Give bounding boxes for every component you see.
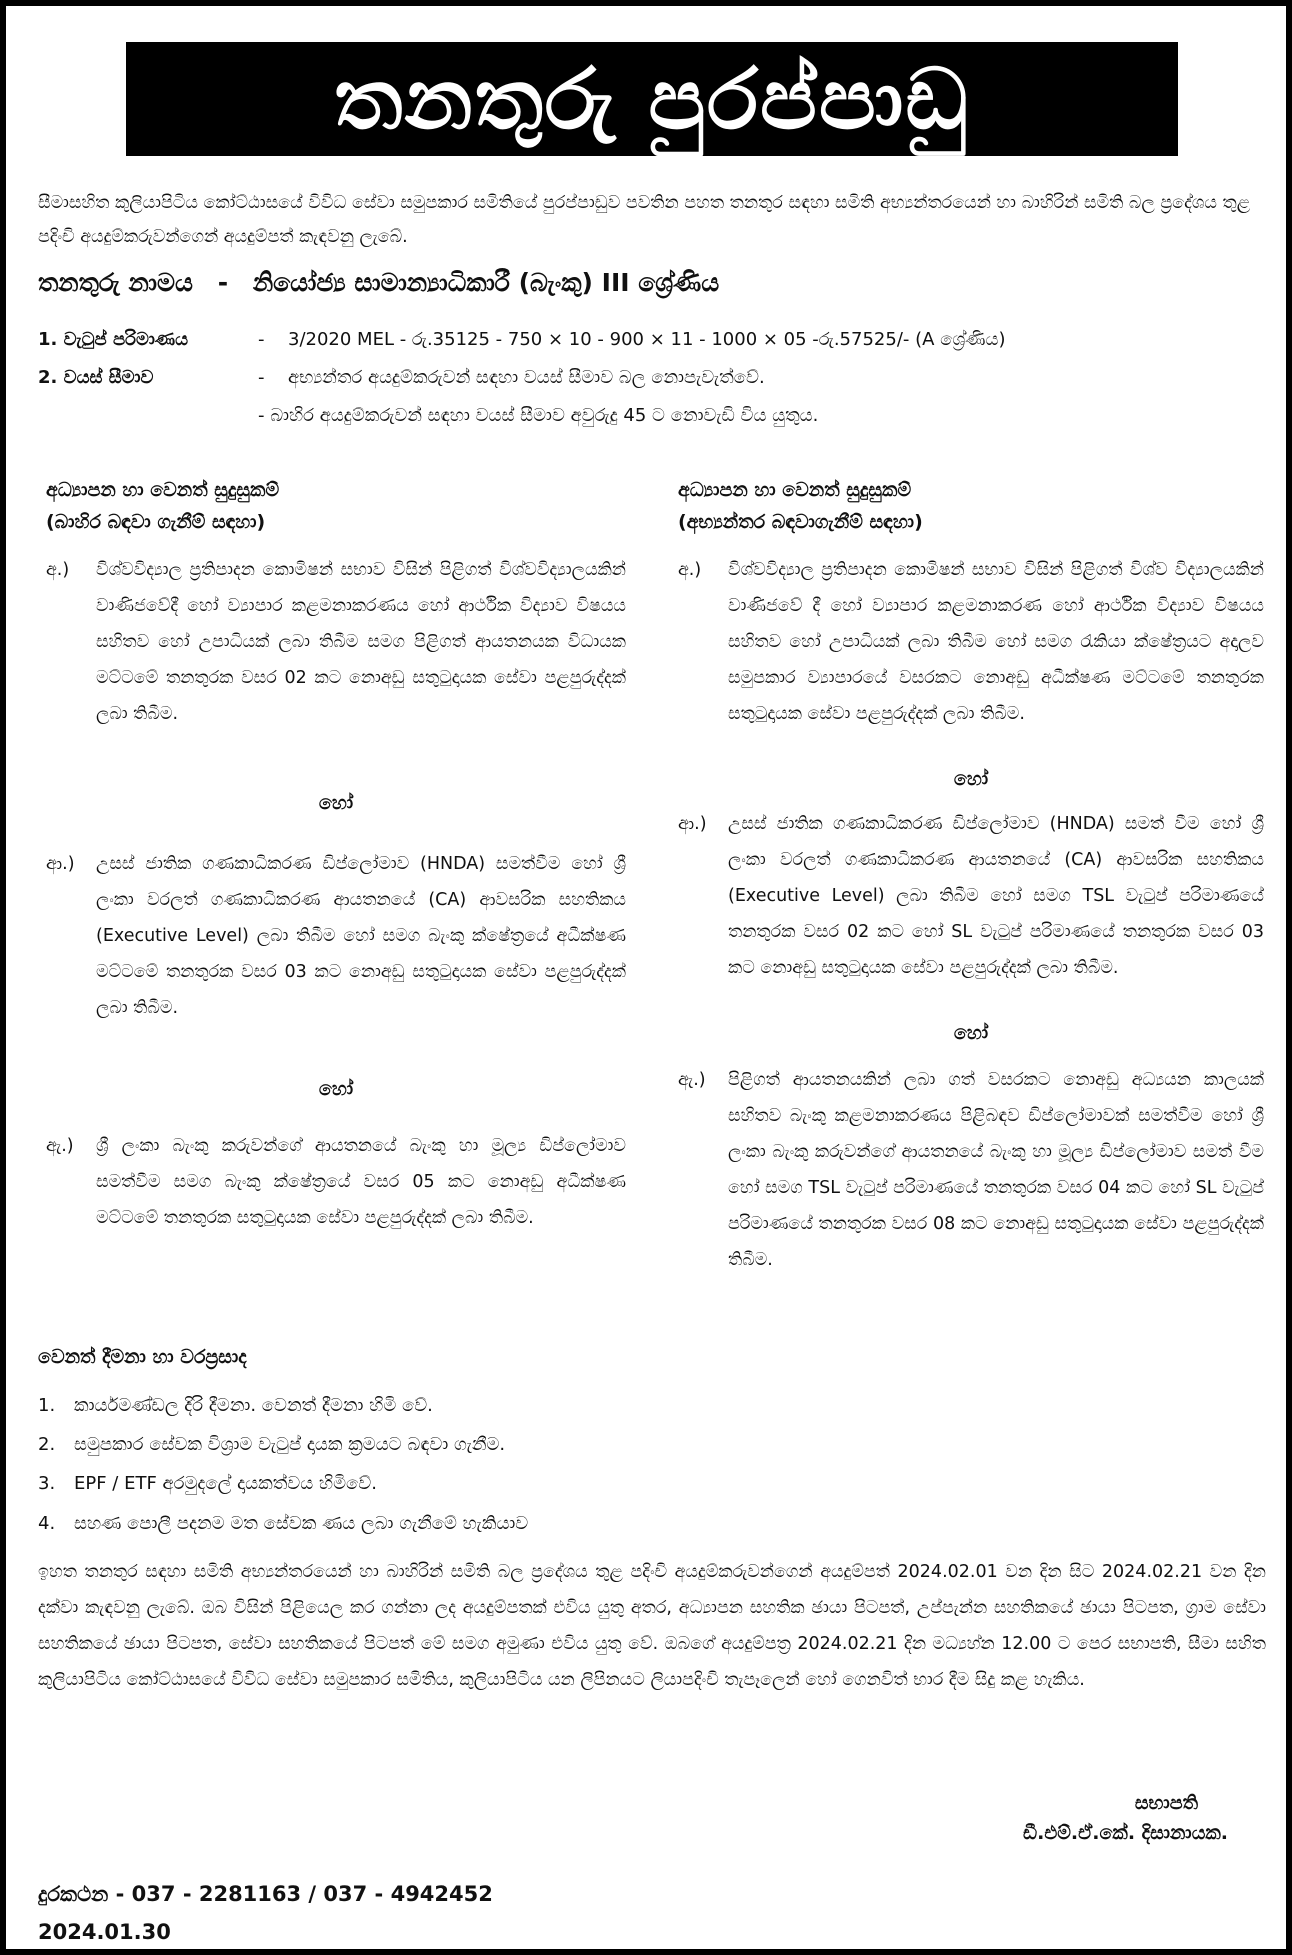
left-heading-line1: අධ්‍යාපන හා වෙනත් සුදුසුකම් <box>46 479 280 501</box>
age-label: 2. වයස් සීමාව <box>38 367 154 388</box>
footer-phone: දුරකථන - 037 - 2281163 / 037 - 4942452 <box>38 1882 493 1906</box>
left-item-aa <box>46 846 626 1026</box>
item-text: පිළිගත් ආයතනයකින් ලබා ගත් වසරකට නොඅඩු අධ්‍යයන කාලයක් සහිතව බැංකු කළමනාකරණය පිළිබඳව ඩිප්ලෝමාවක් සමත්වීම හෝ ශ්‍රී ලංකා බැංකු කරුවන්ගේ ආයතනයේ බැංකු හා මූල්‍ය ඩිප්ලෝමාව සමත් වීම හෝ සමග TSL වැටුප් පරිමාණයේ තනතුරක වසර 04 කට හෝ SL වැටුප් පරිමාණයේ තනතුරක වසර 08 කට නොඅඩු සතුටුදායක සේවා පළපුරුද්දක් තිබීම. <box>728 1070 1264 1270</box>
right-item-ae <box>678 1062 1264 1278</box>
item-mark: අ.) <box>46 560 70 580</box>
item-text: උසස් ජාතික ගණකාධිකරණ ඩිප්ලෝමාව (HNDA) සමත් වීම හෝ ශ්‍රී ලංකා වරලත් ගණකාධිකරණ ආයතනයේ (CA) ආවසරික සහතිකය (Executive Level) ලබා තිබීම හෝ සමග TSL වැටුප් පරිමාණයේ තනතුරක වසර 02 කට හෝ SL වැටුප් පරිමාණයේ තනතුරක වසර 03 කට නොඅඩු සතුටුදායක සේවා පළපුරුද්දක් ලබා තිබීම. <box>728 814 1264 978</box>
intro-paragraph: සීමාසහිත කුලියාපිටිය කෝට්ඨාසයේ විවිධ සේවා සමුපකාර සමිතියේ පුරප්පාඩුව පවතින පහත තනතුර සඳහා සමිති අභ්‍යන්තරයෙන් හා බාහිරින් සමිති බල ප්‍රදේශය තුළ පදිංචි අයදුම්කරුවන්ගෙන් අයදුම්පත් කැඳවනු ලැබේ. <box>38 193 1251 247</box>
age-external: - බාහිර අයදුම්කරුවන් සඳහා වයස් සීමාව අවුරුදු 45 ට නොවැඩි විය යුතුය. <box>258 405 819 426</box>
salary-label: 1. වැටුප් පරිමාණය <box>38 329 189 350</box>
benefit-text: සමුපකාර සේවක විශ්‍රාම වැටුප් දායක ක්‍රමයට බඳවා ගැනීම. <box>74 1434 506 1455</box>
signature-block <box>728 1792 1228 1844</box>
salary-value: 3/2020 MEL - රු.35125 - 750 × 10 - 900 × 11 - 1000 × 05 -රු.57525/- (A ශ්‍රේණිය) <box>288 329 1006 350</box>
benefit-item <box>38 1469 838 1499</box>
right-item-a <box>678 552 1264 732</box>
benefits-heading: වෙනත් දීමනා හා වරප්‍රසාද <box>38 1346 247 1368</box>
signature-role: සභාපති <box>1134 1792 1198 1814</box>
post-value: නියෝජ්‍ය සාමාන්‍යාධිකාරී (බැංකු) III ශ්‍රේණිය <box>252 268 720 297</box>
item-mark: ඇ.) <box>678 1070 706 1090</box>
right-heading-line2: (අභ්‍යන්තර බඳවාගැනීම් සඳහා) <box>678 511 923 533</box>
benefit-item <box>38 1430 838 1460</box>
item-mark: ඇ.) <box>46 1136 74 1156</box>
right-heading-line1: අධ්‍යාපන හා වෙනත් සුදුසුකම් <box>678 479 912 501</box>
item-text: උසස් ජාතික ගණකාධිකරණ ඩිප්ලෝමාව (HNDA) සමත්වීම හෝ ශ්‍රී ලංකා වරලත් ගණකාධිකරණ ආයතනයේ (CA) ආවසරික සහතිකය (Executive Level) ලබා තිබීම හෝ සමග බැංකු ක්ෂේත්‍රයේ අධීක්ෂණ මට්ටමේ තනතුරක වසර 03 කට නොඅඩු සතුටුදායක සේවා පළපුරුද්දක් ලබා තිබීම. <box>96 854 626 1018</box>
benefit-number: 1. <box>38 1395 56 1416</box>
left-column-heading <box>46 474 279 538</box>
benefit-item <box>38 1509 838 1539</box>
salary-dash: - <box>258 329 265 350</box>
right-or-2: හෝ <box>953 1022 989 1044</box>
post-dash: - <box>217 268 229 297</box>
age-row <box>38 364 1266 392</box>
right-item-aa <box>678 806 1264 986</box>
benefit-text: සහණ පොලී පදනම මත සේවක ණය ලබා ගැනීමේ හැකියාව <box>74 1513 529 1534</box>
item-text: විශ්වවිද්‍යාල ප්‍රතිපාදන කොමිෂන් සභාව විසින් පිළිගත් විශ්වවිද්‍යාලයකින් වාණිජවේදී හෝ ව්‍යාපාර කළමනාකරණය හෝ ආර්ථික විද්‍යාව විෂයය සහිතව හෝ උපාධියක් ලබා තිබීම සමග පිළිගත් ආයතනයක විධායක මට්ටමේ තනතුරක වසර 02 කට නොඅඩු සතුටුදායක සේවා පළපුරුද්දක් ලබා තිබීම. <box>96 560 626 724</box>
benefit-text: කාර්යමණ්ඩල දිරි දීමනා. වෙනත් දීමනා හිමි වේ. <box>74 1395 433 1416</box>
notice-title-banner <box>126 42 1178 156</box>
post-label: තනතුරු නාමය <box>38 268 193 297</box>
signature-name: ඩී.එම්.ඒ.කේ. දිසානායක. <box>1023 1822 1228 1844</box>
salary-row <box>38 326 1266 354</box>
post-title-line <box>38 268 719 298</box>
item-text: විශ්වවිද්‍යාල ප්‍රතිපාදන කොමිෂන් සභාව විසින් පිළිගත් විශ්ව විද්‍යාලයකින් වාණිජවේ දී හෝ ව්‍යාපාර කළමනාකරණ හෝ ආර්ථික විද්‍යාව විෂයය සහිතව හෝ උපාධියක් ලබා තිබීම හෝ සමග රැකියා ක්ෂේත්‍රයට අදාලව සමුපකාර ව්‍යාපාරයේ වසරකට නොඅඩු අධීක්ෂණ මට්ටමේ තනතුරක සතුටුදායක සේවා පළපුරුද්දක් ලබා තිබීම. <box>728 560 1264 724</box>
item-mark: අ.) <box>678 560 702 580</box>
item-text: ශ්‍රී ලංකා බැංකු කරුවන්ගේ ආයතනයේ බැංකු හා මූල්‍ය ඩිප්ලෝමාව සමත්වීම සමග බැංකු ක්ෂේත්‍රයේ වසර 05 කට නොඅඩු අධීක්ෂණ මට්ටමේ තනතුරක සතුටුදායක සේවා පළපුරුද්දක් ලබා තිබීම. <box>96 1136 626 1228</box>
age-internal: අභ්‍යන්තර අයදුම්කරුවන් සඳහා වයස් සීමාව බල නොපැවැත්වේ. <box>288 367 765 388</box>
left-or-2: හෝ <box>318 1078 354 1100</box>
left-heading-line2: (බාහිර බඳවා ගැනීම් සඳහා) <box>46 511 266 533</box>
left-item-a <box>46 552 626 732</box>
right-column-heading <box>678 474 923 538</box>
age-external-row <box>258 402 818 430</box>
benefit-number: 2. <box>38 1434 56 1455</box>
left-item-ae <box>46 1128 626 1236</box>
left-or-1: හෝ <box>318 792 354 814</box>
closing-paragraph: ඉහත තනතුර සඳහා සමිති අභ්‍යන්තරයෙන් හා බාහිරින් සමිති බල ප්‍රදේශය තුළ පදිංචි අයදුම්කරුවන්ගෙන් අයදුම්පත් 2024.02.01 වන දින සිට 2024.02.21 වන දින දක්වා කැඳවනු ලැබේ. ඔබ විසින් පිළියෙල කර ගන්නා ලද අයදුම්පතක් එවිය යුතු අතර, අධ්‍යාපන සහතික ඡායා පිටපත්, උප්පැන්න සහතිකයේ ඡායා පිටපත, ග්‍රාම සේවා සහතිකයේ ඡායා පිටපත, සේවා සහතිකයේ පිටපත් මේ සමග අමුණා එවිය යුතු වේ. ඔබගේ අයදුම්පත්‍ර 2024.02.21 දින මධ්‍යහ්න 12.00 ට පෙර සභාපති, සීමා සහිත කුලියාපිටිය කෝට්ඨාසයේ විවිධ සේවා සමුපකාර සමිතිය, කුලියාපිටිය යන ලිපිනයට ලියාපදිංචි තැපෑලෙන් හෝ ගෙනවිත් භාර දීම සිදු කළ හැකිය. <box>38 1562 1266 1690</box>
right-or-1: හෝ <box>953 768 989 790</box>
benefit-text: EPF / ETF අරමුදලේ දායකත්වය හිමිවේ. <box>74 1473 377 1494</box>
item-mark: ආ.) <box>46 854 75 874</box>
age-dash: - <box>258 367 265 388</box>
benefit-number: 4. <box>38 1513 56 1534</box>
benefit-item <box>38 1391 838 1421</box>
benefit-number: 3. <box>38 1473 56 1494</box>
item-mark: ආ.) <box>678 814 707 834</box>
notice-title: තනතුරු පුරප්පාඩු <box>334 49 970 148</box>
footer-date: 2024.01.30 <box>38 1920 171 1944</box>
